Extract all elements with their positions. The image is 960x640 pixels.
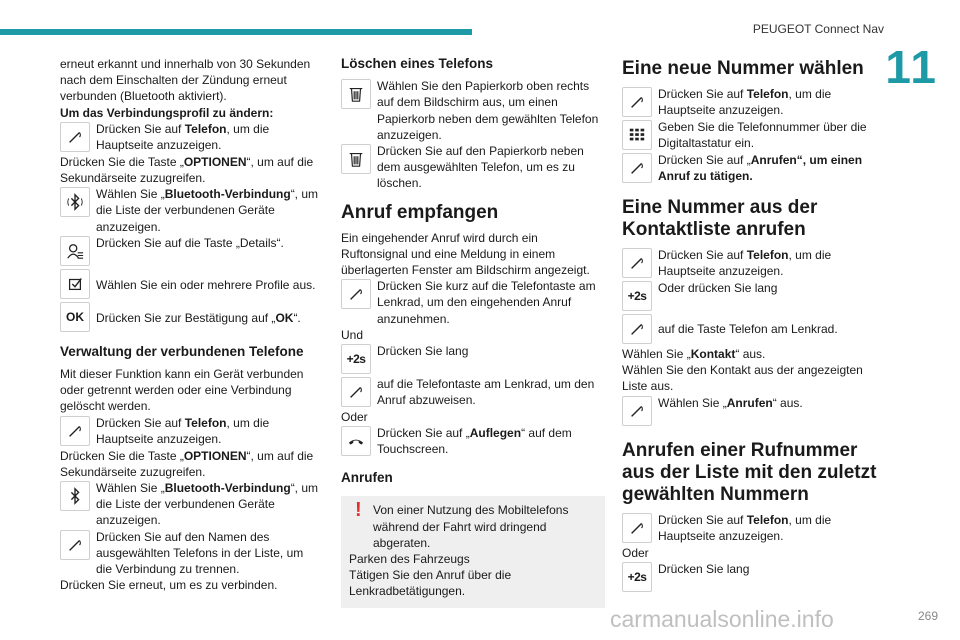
options-text-2: Drücken Sie die Taste „OPTIONEN“, um auf die Sekundärseite zuzugreifen. [60,448,314,479]
hang-up-icon [341,426,371,456]
step-telefon-5: Drücken Sie auf Telefon, um die Hauptseite anzuzeigen. [622,512,884,545]
manage-heading: Verwaltung der verbundenen Telefone [60,343,304,359]
checkbox-icon [60,269,90,299]
touch-icon [622,153,652,183]
step-hangup: Drücken Sie auf „Auflegen“ auf dem Touchscreen. [341,425,605,458]
step-disconnect: Drücken Sie auf den Namen des ausgewählten Telefons in der Liste, um die Verbindung zu trennen. [60,529,322,578]
keypad-icon [622,120,652,150]
header-accent-bar [0,29,472,35]
step-reject: auf die Telefontaste am Lenkrad, um den Anruf abzuweisen. [341,376,605,409]
touch-icon [622,396,652,426]
step-bluetooth: Wählen Sie „Bluetooth-Verbindung“, um die Liste der verbundenen Geräte anzuzeigen. [60,186,322,235]
column-1 [60,56,322,593]
step-long-press-3: +2s Drücken Sie lang [622,561,884,594]
profile-heading: Um das Verbindungsprofil zu ändern: [60,105,274,120]
warning-box: ! Von einer Nutzung des Mobiltelefons während der Fahrt wird dringend abgeraten. Parken des Fahrzeugs Tätigen Sie den Anruf über die Lenkradbetätigungen. [341,496,605,607]
und-text: Und [341,327,364,342]
chapter-number: 11 [885,41,938,93]
column-2 [341,56,605,608]
step-long-press: +2s Drücken Sie lang [341,343,605,376]
warning-icon: ! [355,499,362,522]
step-anrufen: Wählen Sie „Anrufen“ aus. [622,395,884,428]
recent-heading: Anrufen einer Rufnummer aus der Liste mit den zuletzt gewählten Nummern [622,439,877,505]
touch-icon [622,87,652,117]
new-number-heading: Eine neue Nummer wählen [622,58,864,79]
touch-icon [60,416,90,446]
bluetooth-icon [60,187,90,217]
intro-text: erneut erkannt und innerhalb von 30 Sekunden nach dem Einschalten der Zündung erneut verbunden (Bluetooth aktiviert). [60,57,311,104]
long-press-icon: +2s [622,281,652,311]
long-press-icon: +2s [622,562,652,592]
header-title: PEUGEOT Connect Nav [752,22,884,36]
step-telefon-2: Drücken Sie auf Telefon, um die Hauptseite anzuzeigen. [60,415,322,448]
step-trash-2: Drücken Sie auf den Papierkorb neben dem ausgewählten Telefon, um es zu löschen. [341,143,605,192]
touch-icon [341,279,371,309]
delete-heading: Löschen eines Telefons [341,56,494,71]
contact-list-text: Wählen Sie den Kontakt aus der angezeigten Liste aus. [622,363,863,394]
reconnect-text: Drücken Sie erneut, um es zu verbinden. [60,578,278,593]
step-keypad: Geben Sie die Telefonnummer über die Digitaltastatur ein. [622,119,884,152]
long-press-icon: +2s [341,344,371,374]
step-telefon-3: Drücken Sie auf Telefon, um die Hauptseite anzuzeigen. [622,86,884,119]
options-text: Drücken Sie die Taste „OPTIONEN“, um auf die Sekundärseite zuzugreifen. [60,154,314,186]
call-heading: Anrufen [341,470,393,486]
contact-heading: Eine Nummer aus der Kontaktliste anrufen [622,197,818,240]
step-long-press-2: +2s Oder drücken Sie lang [622,280,884,313]
trash-icon [341,79,371,109]
receive-text: Ein eingehender Anruf wird durch ein Ruftonsignal und eine Meldung in einem überlagerten Fenster am Bildschirm angezeigt. [341,230,590,278]
touch-icon [622,314,652,344]
touch-icon [60,530,90,560]
step-telefon-4: Drücken Sie auf Telefon, um die Hauptseite anzuzeigen. [622,247,884,280]
step-bluetooth-2: Wählen Sie „Bluetooth-Verbindung“, um die Liste der verbundenen Geräte anzuzeigen. [60,480,322,529]
touch-icon [60,122,90,152]
step-trash-1: Wählen Sie den Papierkorb oben rechts auf dem Bildschirm aus, um einen Papierkorb neben dem gewählten Telefon anzuzeigen. [341,78,605,143]
step-accept: Drücken Sie kurz auf die Telefontaste am Lenkrad, um den eingehenden Anruf anzunehmen. [341,278,605,327]
page-number: 269 [917,609,938,623]
step-profiles: Wählen Sie ein oder mehrere Profile aus. [60,268,322,301]
touch-icon [622,513,652,543]
manage-text: Mit dieser Funktion kann ein Gerät verbunden oder getrennt werden oder eine Verbindung gelöscht werden. [60,367,304,414]
touch-icon [341,377,371,407]
bluetooth-icon [60,481,90,511]
touch-icon [622,248,652,278]
step-call: Drücken Sie auf „Anrufen“, um einen Anruf zu tätigen. [622,152,884,185]
step-steering-key: auf die Taste Telefon am Lenkrad. [622,313,884,346]
column-3 [622,56,884,594]
step-telefon: Drücken Sie auf Telefon, um die Hauptseite anzuzeigen. [60,121,322,154]
select-contact-text: Wählen Sie „Kontakt“ aus. [622,347,766,361]
oder-text: Oder [341,410,368,425]
step-ok: OK Drücken Sie zur Bestätigung auf „OK“. [60,301,322,334]
contact-details-icon [60,236,90,266]
oder-text-2: Oder [622,545,649,560]
trash-icon [341,144,371,174]
watermark: carmanualsonline.info [610,606,834,632]
step-details: Drücken Sie auf die Taste „Details“. [60,235,322,268]
ok-icon: OK [60,302,90,332]
receive-heading: Anruf empfangen [341,201,499,223]
